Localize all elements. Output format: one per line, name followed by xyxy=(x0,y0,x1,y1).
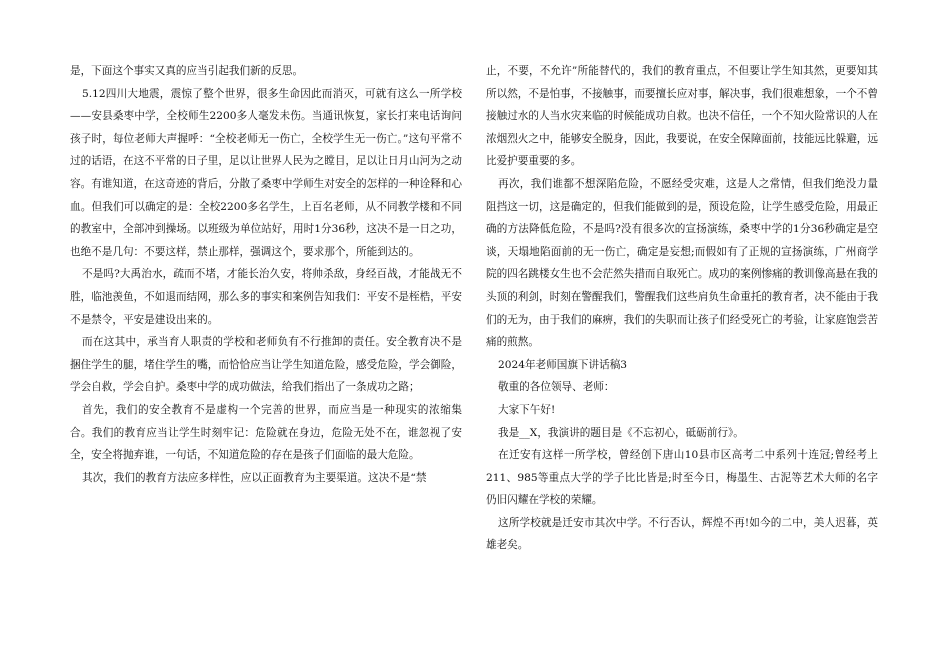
paragraph: 5.12四川大地震，震惊了整个世界，很多生命因此而消灭，可就有这么一所学校——安县桑枣中学，全校师生2200多人毫发未伤。当通讯恢复，家长打来电话询问孩子时，每位老师大声握呼：“全校老师无一伤亡，全校学生无一伤亡。”这句平常不过的话语，在这不平常的日子里，足以让世界人民为之瞠目，足以让日月山河为之动容。有谁知道，在这奇迹的背后，分散了桑枣中学师生对安全的怎样的一种诠释和心血。但我们可以确定的是：全校2200多名学生，上百名老师，从不同教学楼和不同的教室中，全部冲到操场。以班级为单位站好，用时1分36秒，这决不是一日之功，也绝不是几句：不要这样，禁止那样，强调这个，要求那个，所能到达的。 xyxy=(70,87,462,258)
left-text-column xyxy=(70,60,462,489)
section-heading: 2024年老师国旗下讲话稿3 xyxy=(498,358,628,371)
paragraph: 在迁安有这样一所学校，曾经创下唐山10县市区高考二中系列十连冠;曾经考上211、985等重点大学的学子比比皆是;时至今日，梅墨生、古泥等艺术大师的名字仍旧闪耀在学校的荣耀。 xyxy=(486,449,878,507)
right-text-column xyxy=(486,60,878,557)
document-page xyxy=(0,60,950,660)
salutation: 敬重的各位领导、老师： xyxy=(498,381,615,394)
paragraph: 不是吗?大禹治水，疏而不堵，才能长治久安，将帅杀敌，身经百战，才能战无不胜，临池羡鱼，不如退而结网，那么多的事实和案例告知我们：平安不是桎梏，平安不是禁令，平安是建设出来的。 xyxy=(70,268,462,326)
paragraph: 再次，我们谁都不想深陷危险，不愿经受灾难，这是人之常情，但我们绝没力量阻挡这一切，这是确定的，但我们能做到的是，预设危险，让学生感受危险，用最正确的方法降低危险，不是吗?没有很多次的宣扬演练，桑枣中学的1分36秒确定是空谈，天塌地陷面前的无一伤亡，确定是妄想;而假如有了正规的宣扬演练，广州商学院的四名跳楼女生也不会茫然失措而自取死亡。成功的案例惨痛的教训像高悬在我的头顶的利剑，时刻在警醒我们，警醒我们这些肩负生命重托的教育者，决不能由于我们的无为，由于我们的麻痹，我们的失职而让孩子们经受死亡的考验，让家庭饱尝苦痛的煎熬。 xyxy=(486,177,878,349)
paragraph: 这所学校就是迁安市其次中学。不行否认，辉煌不再!如今的二中，美人迟暮，英雄老矣。 xyxy=(486,516,878,552)
greeting: 大家下午好! xyxy=(498,403,556,416)
paragraph: 而在这其中，承当育人职责的学校和老师负有不行推卸的责任。安全教育决不是捆住学生的腿，堵住学生的嘴，而恰恰应当让学生知道危险，感受危险，学会御险，学会自救，学会自护。桑枣中学的成功做法，给我们指出了一条成功之路； xyxy=(70,336,462,394)
paragraph: 首先，我们的安全教育不是虚构一个完善的世界，而应当是一种现实的浓缩集合。我们的教育应当让学生时刻牢记：危险就在身边，危险无处不在，谁忽视了安全，安全将抛弃谁，一句话，不知道危险的存在是孩子们面临的最大危险。 xyxy=(70,403,462,462)
paragraph: 其次，我们的教育方法应多样性，应以正面教育为主要渠道。这决不是“禁 xyxy=(82,471,427,484)
paragraph: 我是__X，我演讲的题目是《不忘初心，砥砺前行》。 xyxy=(498,426,744,439)
paragraph: 是，下面这个事实又真的应当引起我们新的反思。 xyxy=(70,65,304,77)
paragraph: 止，不要，不允许”所能替代的，我们的教育重点，不但要让学生知其然，更要知其所以然，不是怕事，不接触事，而要擅长应对事，解决事，我们很难想象，一个不曾接触过水的人当水灾来临的时候能成功自救。也决不信任，一个不知火险常识的人在浓烟烈火之中，能够安全脱身，因此，我要说，在安全保障面前，技能远比躲避，远比爱护要重要的多。 xyxy=(486,65,878,168)
